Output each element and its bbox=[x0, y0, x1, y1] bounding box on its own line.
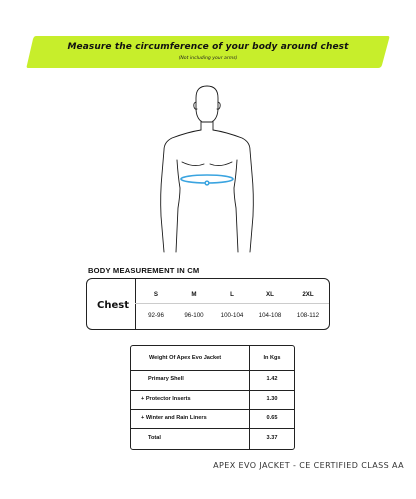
weight-row-label: Primary Shell bbox=[148, 376, 184, 382]
chest-range: 104-108 bbox=[258, 312, 282, 319]
measurement-title: BODY MEASUREMENT IN CM bbox=[88, 266, 200, 275]
chest-range: 92-96 bbox=[148, 312, 164, 319]
size-label: L bbox=[230, 291, 234, 298]
size-label: S bbox=[153, 291, 159, 298]
weight-row-value: 1.42 bbox=[266, 376, 278, 382]
weight-table bbox=[130, 345, 295, 450]
size-label: 2XL bbox=[302, 291, 314, 298]
weight-header-label: Weight Of Apex Evo Jacket bbox=[149, 355, 222, 361]
torso-outline-icon bbox=[140, 84, 274, 254]
measurement-table bbox=[86, 278, 330, 330]
footer-caption: APEX EVO JACKET - CE CERTIFIED CLASS AA bbox=[213, 461, 404, 470]
chest-range: 96-100 bbox=[184, 312, 204, 319]
table-divider bbox=[131, 428, 294, 429]
table-divider bbox=[131, 409, 294, 410]
weight-header-unit: In Kgs bbox=[263, 355, 281, 361]
table-divider bbox=[135, 279, 136, 329]
banner-subtitle: (Not including your arms) bbox=[178, 56, 238, 61]
table-divider bbox=[131, 390, 294, 391]
weight-row-value: 1.30 bbox=[266, 396, 278, 402]
weight-total-label: Total bbox=[148, 435, 161, 441]
body-figure bbox=[140, 84, 274, 254]
weight-total-value: 3.37 bbox=[266, 435, 278, 441]
table-divider bbox=[131, 370, 294, 371]
weight-row-value: 0.65 bbox=[266, 415, 278, 421]
size-label: XL bbox=[266, 291, 274, 298]
banner-shape bbox=[26, 36, 390, 68]
instruction-banner bbox=[26, 36, 390, 68]
chest-range: 100-104 bbox=[220, 312, 244, 319]
weight-row-label: + Winter and Rain Liners bbox=[141, 415, 207, 421]
chest-range: 108-112 bbox=[296, 312, 320, 319]
banner-title: Measure the circumference of your body around chest bbox=[67, 42, 349, 52]
chest-label: Chest bbox=[97, 300, 129, 311]
table-divider bbox=[135, 303, 329, 304]
weight-row-label: + Protector Inserts bbox=[141, 396, 191, 402]
size-label: M bbox=[191, 291, 197, 298]
